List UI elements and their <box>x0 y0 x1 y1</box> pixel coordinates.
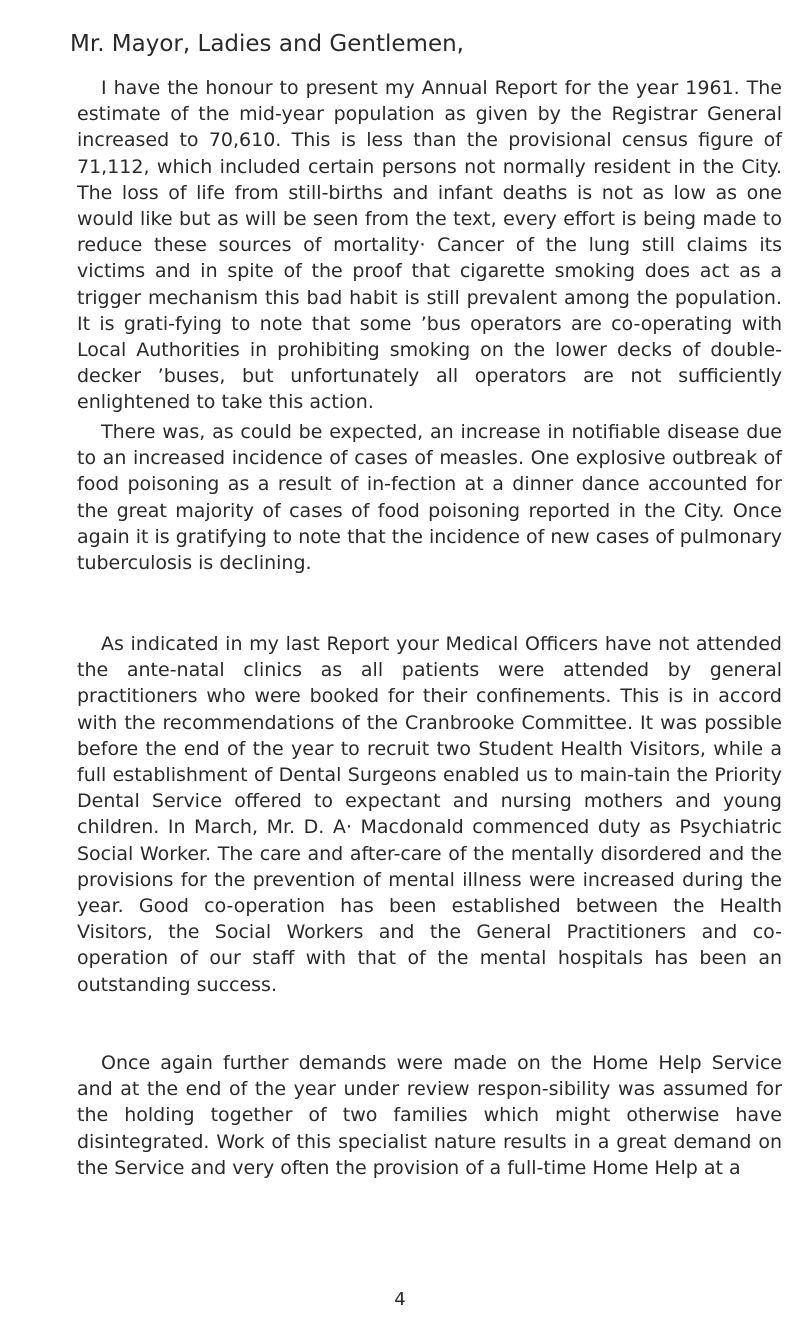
paragraph-notifiable-disease: There was, as could be expected, an increase in notifiable disease due to an increased incidence of cases of measles. One explosive outbreak of food poisoning as a result of in-fection at a dinner dance accounted for the great majority of cases of food poisoning reported in the City. Once again it is gratifying to note that the incidence of new cases of pulmonary tuberculosis is declining. <box>77 421 782 575</box>
paragraph-ante-natal-clinics: As indicated in my last Report your Medical Officers have not attended the ante-natal clinics as all patients were attended by general practitioners who were booked for their confinements. This is in accord with the recommendations of the Cranbrooke Committee. It was possible before the end of the year to recruit two Student Health Visitors, while a full establishment of Dental Surgeons enabled us to main-tain the Priority Dental Service offered to expectant and nursing mothers and young children. In March, Mr. D. A· Macdonald commenced duty as Psychiatric Social Worker. The care and after-care of the mentally disordered and the provisions for the prevention of mental illness were increased during the year. Good co-operation has been established between the Health Visitors, the Social Workers and the General Practitioners and co-operation of our staff with that of the mental hospitals has been an outstanding success. <box>77 633 782 996</box>
paragraph-annual-report-intro: I have the honour to present my Annual Report for the year 1961. The estimate of the mid-year population as given by the Registrar General increased to 70,610. This is less than the provisional census figure of 71,112, which included certain persons not normally resident in the City. The loss of life from still-births and infant deaths is not as low as one would like but as will be seen from the text, every effort is being made to reduce these sources of mortality· Cancer of the lung still claims its victims and in spite of the proof that cigarette smoking does act as a trigger mechanism this bad habit is still prevalent among the population. It is grati-fying to note that some ’bus operators are co-operating with Local Authorities in prohibiting smoking on the lower decks of double-decker ’buses, but unfortunately all operators are not sufficiently enlightened to take this action. <box>77 77 782 414</box>
paragraph-home-help-service: Once again further demands were made on the Home Help Service and at the end of the year under review respon-sibility was assumed for the holding together of two families which might otherwise have disintegrated. Work of this specialist nature results in a great demand on the Service and very often the provision of a full-time Home Help at a <box>77 1052 782 1179</box>
page-number: 4 <box>394 1289 406 1310</box>
salutation: Mr. Mayor, Ladies and Gentlemen, <box>70 31 464 57</box>
